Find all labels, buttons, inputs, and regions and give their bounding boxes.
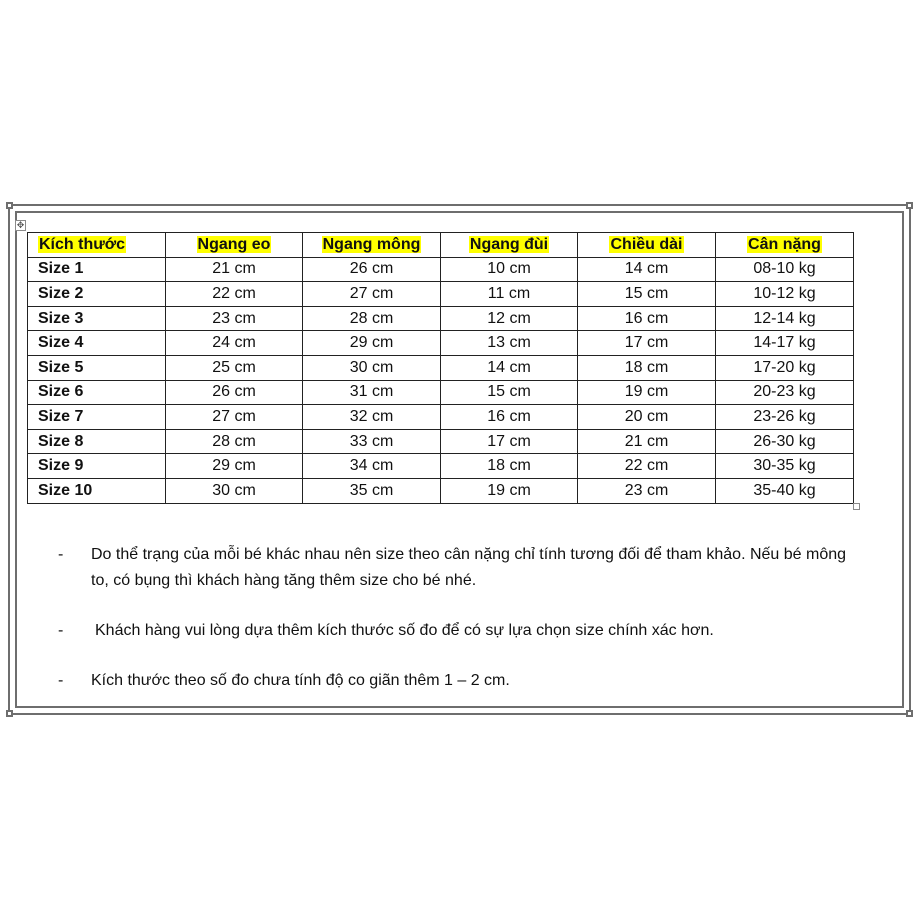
table-cell: 21 cm bbox=[166, 257, 303, 282]
bullet-dash: - bbox=[58, 672, 64, 689]
table-cell: 12 cm bbox=[441, 306, 578, 331]
header-label: Kích thước bbox=[39, 235, 126, 253]
table-row bbox=[28, 454, 854, 479]
table-cell: 23 cm bbox=[578, 478, 716, 503]
table-cell: 34 cm bbox=[303, 454, 441, 479]
table-cell: 13 cm bbox=[441, 331, 578, 356]
frame-corner-bl bbox=[6, 710, 13, 717]
table-row bbox=[28, 306, 854, 331]
table-cell: 17 cm bbox=[441, 429, 578, 454]
table-cell: 35-40 kg bbox=[716, 478, 854, 503]
table-cell: 29 cm bbox=[166, 454, 303, 479]
note-text: Khách hàng vui lòng dựa thêm kích thước số đo để có sự lựa chọn size chính xác hơn. bbox=[95, 622, 714, 639]
table-cell: 29 cm bbox=[303, 331, 441, 356]
table-cell: 25 cm bbox=[166, 355, 303, 380]
header-label: Ngang đùi bbox=[469, 235, 549, 253]
table-cell: 27 cm bbox=[166, 405, 303, 430]
table-cell: 18 cm bbox=[578, 355, 716, 380]
size-label-cell: Size 6 bbox=[28, 380, 166, 405]
table-cell: 28 cm bbox=[166, 429, 303, 454]
table-cell: 11 cm bbox=[441, 282, 578, 307]
frame-corner-tl bbox=[6, 202, 13, 209]
table-cell: 20-23 kg bbox=[716, 380, 854, 405]
table-cell: 18 cm bbox=[441, 454, 578, 479]
size-label-cell: Size 2 bbox=[28, 282, 166, 307]
table-cell: 31 cm bbox=[303, 380, 441, 405]
table-row bbox=[28, 380, 854, 405]
note-text: Kích thước theo số đo chưa tính độ co giãn thêm 1 – 2 cm. bbox=[91, 672, 510, 689]
move-arrows-icon: ✥ bbox=[16, 220, 25, 230]
table-row bbox=[28, 429, 854, 454]
table-row bbox=[28, 405, 854, 430]
table-cell: 22 cm bbox=[166, 282, 303, 307]
table-cell: 08-10 kg bbox=[716, 257, 854, 282]
table-cell: 27 cm bbox=[303, 282, 441, 307]
table-cell: 22 cm bbox=[578, 454, 716, 479]
table-row bbox=[28, 282, 854, 307]
size-label-cell: Size 9 bbox=[28, 454, 166, 479]
list-item bbox=[58, 668, 868, 694]
header-label: Chiều dài bbox=[610, 235, 683, 253]
table-cell: 14-17 kg bbox=[716, 331, 854, 356]
table-cell: 17-20 kg bbox=[716, 355, 854, 380]
table-cell: 26 cm bbox=[303, 257, 441, 282]
table-cell: 15 cm bbox=[578, 282, 716, 307]
note-text: Do thể trạng của mỗi bé khác nhau nên size theo cân nặng chỉ tính tương đối để tham khảo. Nếu bé mông to, có bụng thì khách hàng tăng thêm size cho bé nhé. bbox=[91, 546, 847, 589]
table-cell: 10-12 kg bbox=[716, 282, 854, 307]
size-label-cell: Size 1 bbox=[28, 257, 166, 282]
table-cell: 30 cm bbox=[166, 478, 303, 503]
table-cell: 35 cm bbox=[303, 478, 441, 503]
list-item bbox=[58, 618, 868, 644]
table-cell: 14 cm bbox=[578, 257, 716, 282]
table-body bbox=[28, 257, 854, 503]
table-cell: 32 cm bbox=[303, 405, 441, 430]
table-cell: 21 cm bbox=[578, 429, 716, 454]
header-cell bbox=[28, 233, 166, 258]
table-cell: 10 cm bbox=[441, 257, 578, 282]
table-cell: 15 cm bbox=[441, 380, 578, 405]
table-cell: 30 cm bbox=[303, 355, 441, 380]
size-label-cell: Size 5 bbox=[28, 355, 166, 380]
table-cell: 16 cm bbox=[578, 306, 716, 331]
table-cell: 23 cm bbox=[166, 306, 303, 331]
table-cell: 23-26 kg bbox=[716, 405, 854, 430]
header-label: Ngang eo bbox=[197, 235, 271, 253]
table-cell: 16 cm bbox=[441, 405, 578, 430]
table-cell: 17 cm bbox=[578, 331, 716, 356]
size-label-cell: Size 7 bbox=[28, 405, 166, 430]
table-resize-handle[interactable] bbox=[853, 503, 860, 510]
table-cell: 26 cm bbox=[166, 380, 303, 405]
table-row bbox=[28, 355, 854, 380]
size-label-cell: Size 8 bbox=[28, 429, 166, 454]
header-cell bbox=[441, 233, 578, 258]
header-cell bbox=[303, 233, 441, 258]
table-cell: 28 cm bbox=[303, 306, 441, 331]
size-label-cell: Size 10 bbox=[28, 478, 166, 503]
table-cell: 26-30 kg bbox=[716, 429, 854, 454]
frame-corner-tr bbox=[906, 202, 913, 209]
table-header-row bbox=[28, 233, 854, 258]
bullet-dash: - bbox=[58, 546, 64, 563]
table-row bbox=[28, 257, 854, 282]
table-row bbox=[28, 478, 854, 503]
table-row bbox=[28, 331, 854, 356]
frame-corner-br bbox=[906, 710, 913, 717]
size-label-cell: Size 4 bbox=[28, 331, 166, 356]
header-label: Ngang mông bbox=[322, 235, 421, 253]
size-label-cell: Size 3 bbox=[28, 306, 166, 331]
header-label: Cân nặng bbox=[748, 235, 821, 253]
list-item bbox=[58, 542, 868, 594]
notes-list bbox=[58, 542, 868, 718]
table-cell: 30-35 kg bbox=[716, 454, 854, 479]
table-cell: 24 cm bbox=[166, 331, 303, 356]
table-cell: 19 cm bbox=[578, 380, 716, 405]
bullet-dash: - bbox=[58, 622, 64, 639]
table-move-handle[interactable] bbox=[15, 220, 26, 231]
table-cell: 12-14 kg bbox=[716, 306, 854, 331]
header-cell bbox=[716, 233, 854, 258]
table-cell: 19 cm bbox=[441, 478, 578, 503]
header-cell bbox=[166, 233, 303, 258]
table-cell: 33 cm bbox=[303, 429, 441, 454]
table-cell: 20 cm bbox=[578, 405, 716, 430]
table-cell: 14 cm bbox=[441, 355, 578, 380]
size-table bbox=[27, 232, 854, 504]
header-cell bbox=[578, 233, 716, 258]
